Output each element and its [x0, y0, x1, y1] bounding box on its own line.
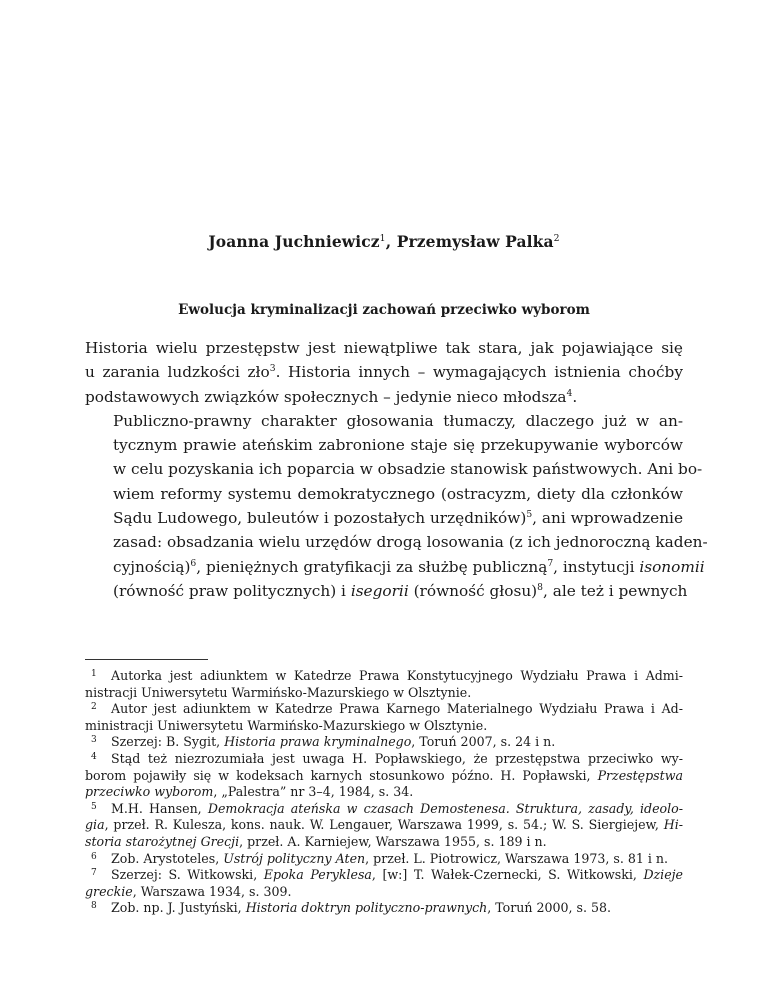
footnote-text: nistracji Uniwersytetu Warmińsko-Mazurskiego w Olsztynie. — [85, 684, 472, 700]
text-line: , ani wprowadzenie — [532, 509, 684, 528]
text-line: Sądu Ludowego, buleutów i pozostałych urzędników) — [113, 509, 527, 528]
footnote-text: , [w:] T. Wałek-Czernecki, S. Witkowski, — [371, 867, 644, 883]
footnote-title: Dzieje — [643, 867, 684, 883]
footnote-marker[interactable]: 5 — [526, 508, 533, 520]
text-line: wiem reformy systemu demokratycznego (ostracyzm, diety dla członków — [113, 484, 683, 503]
footnote-marker[interactable]: 7 — [547, 557, 554, 569]
document-page — [85, 0, 708, 994]
footnote-text: Stąd też niezrozumiała jest uwaga H. Popławskiego, że przestępstwa przeciwko wy- — [111, 750, 683, 766]
footnote-title: przeciwko wyborom — [85, 784, 214, 800]
footnote-marker[interactable]: 1 — [379, 232, 386, 244]
text-line: w celu pozyskania ich poparcia w obsadzie stanowisk państwowych. Ani bo- — [113, 460, 703, 479]
footnote-text: , przeł. L. Piotrowicz, Warszawa 1973, s. 81 i n. — [365, 850, 669, 866]
text-line: (równość głosu) — [408, 581, 538, 600]
text-line: . Historia innych – wymagających istnienia choćby — [275, 363, 683, 382]
text-line: . — [572, 387, 578, 406]
italic-term: isonomii — [639, 557, 705, 576]
text-line: u zarania ludzkości zło — [85, 363, 270, 382]
footnote-marker[interactable]: 3 — [269, 363, 276, 375]
footnote-title: Demokracja ateńska w czasach Demostenesa. Struktura, zasady, ideolo- — [207, 800, 683, 816]
paragraph — [85, 409, 708, 603]
text-line: zasad: obsadzania wielu urzędów drogą losowania (z ich jednoroczną kaden- — [113, 533, 708, 552]
author-name: Joanna Juchniewicz — [208, 232, 380, 251]
text-line: cyjnością) — [113, 557, 191, 576]
footnote: 6 Zob. Arystoteles, Ustrój polityczny Aten, przeł. L. Piotrowicz, Warszawa 1973, s. 81 i n. — [91, 850, 669, 866]
footnote-text: ministracji Uniwersytetu Warmińsko-Mazurskiego w Olsztynie. — [85, 717, 488, 733]
author-name: Przemysław Palka — [396, 232, 554, 251]
footnote-text: Szerzej: B. Sygit, — [111, 734, 225, 750]
footnote-marker[interactable]: 6 — [190, 557, 197, 569]
footnote-text: , przeł. A. Karniejew, Warszawa 1955, s. 189 i n. — [239, 833, 547, 849]
footnote: 2 Autor jest adiunktem w Katedrze Prawa Karnego Materialnego Wydziału Prawa i Ad- ministracji Uniwersytetu Warmińsko-Mazurskiego w Olsztynie. — [85, 701, 683, 733]
footnote-text: , Warszawa 1934, s. 309. — [132, 883, 292, 899]
text-line: tycznym prawie ateńskim zabronione staje się przekupywanie wyborców — [113, 436, 683, 455]
footnote-text: , Toruń 2000, s. 58. — [487, 900, 612, 916]
footnote-title: Epoka Peryklesa — [263, 867, 372, 883]
text-line: Historia wielu przestępstw jest niewątpliwe tak stara, jak pojawiające się — [85, 339, 683, 357]
footnote: 3 Szerzej: B. Sygit, Historia prawa kryminalnego, Toruń 2007, s. 24 i n. — [91, 734, 556, 750]
footnote-title: Przestępstwa — [597, 767, 683, 783]
text-line: , instytucji — [553, 557, 640, 576]
footnote: 8 Zob. np. J. Justyński, Historia doktryn polityczno-prawnych, Toruń 2000, s. 58. — [91, 900, 612, 916]
footnote-marker[interactable]: 4 — [566, 387, 573, 399]
authors-line — [85, 232, 683, 251]
article-body — [85, 336, 708, 603]
footnote-marker[interactable]: 2 — [553, 232, 560, 244]
footnote-title: gia — [85, 817, 105, 833]
footnote-text: M.H. Hansen, — [111, 800, 208, 816]
footnote-text: Zob. Arystoteles, — [111, 850, 224, 866]
footnote: 7 Szerzej: S. Witkowski, Epoka Peryklesa, [w:] T. Wałek-Czernecki, S. Witkowski, Dzieje greckie, Warszawa 1934, s. 309. — [85, 867, 684, 899]
footnote-text: Szerzej: S. Witkowski, — [111, 867, 264, 883]
footnote-title: Hi- — [663, 817, 683, 833]
footnote-text: Autorka jest adiunktem w Katedrze Prawa Konstytucyjnego Wydziału Prawa i Admi- — [111, 668, 683, 683]
text-line: Publiczno-prawny charakter głosowania tłumaczy, dlaczego już w an- — [113, 411, 683, 430]
author-separator: , — [385, 232, 397, 251]
italic-term: isegorii — [350, 581, 409, 600]
footnotes — [85, 668, 683, 917]
paragraph — [85, 336, 683, 409]
footnote-rule — [85, 659, 208, 660]
footnote-text: Zob. np. J. Justyński, — [111, 900, 246, 916]
footnote-title: storia starożytnej Grecji — [85, 833, 240, 849]
footnote-marker[interactable]: 8 — [537, 581, 543, 593]
footnote-text: borom pojawiły się w kodeksach karnych stosunkowo późno. H. Popławski, — [85, 767, 598, 783]
footnote-title: Historia prawa kryminalnego — [224, 734, 412, 750]
footnote-text: , Toruń 2007, s. 24 i n. — [411, 734, 556, 750]
footnote-text: , „Palestra” nr 3–4, 1984, s. 34. — [213, 784, 414, 800]
text-line: podstawowych związków społecznych – jedynie nieco młodsza — [85, 387, 567, 406]
text-line: , ale też i pewnych — [542, 581, 688, 600]
footnote-text: , przeł. R. Kulesza, kons. nauk. W. Lengauer, Warszawa 1999, s. 54.; W. S. Siergiejew, — [104, 817, 664, 833]
article-title: Ewolucja kryminalizacji zachowań przeciwko wyborom — [178, 302, 590, 318]
footnote: 4 Stąd też niezrozumiała jest uwaga H. Popławskiego, że przestępstwa przeciwko wy- borom pojawiły się w kodeksach karnych stosunkowo późno. H. Popławski, Przestępstwa przeciwko wyborom, „Palestra” nr 3–4, 1984, s. 34. — [85, 750, 683, 800]
footnote: 1 Autorka jest adiunktem w Katedrze Prawa Konstytucyjnego Wydziału Prawa i Admi- nistracji Uniwersytetu Warmińsko-Mazurskiego w Olsztynie. — [85, 668, 683, 700]
footnote-title: Historia doktryn polityczno-prawnych — [245, 900, 488, 916]
text-line: , pieniężnych gratyfikacji za służbę publiczną — [196, 557, 548, 576]
footnote-title: Ustrój polityczny Aten — [223, 850, 366, 866]
footnote-text: Autor jest adiunktem w Katedrze Prawa Karnego Materialnego Wydziału Prawa i Ad- — [111, 701, 683, 717]
footnote: 5 M.H. Hansen, Demokracja ateńska w czasach Demostenesa. Struktura, zasady, ideolo- gia, przeł. R. Kulesza, kons. nauk. W. Lengauer, Warszawa 1999, s. 54.; W. S. Siergiejew, Hi- storia starożytnej Grecji, przeł. A. Karniejew, Warszawa 1955, s. 189 i n. — [85, 800, 683, 849]
text-line: (równość praw politycznych) i — [113, 581, 351, 600]
footnote-title: greckie — [85, 883, 133, 899]
